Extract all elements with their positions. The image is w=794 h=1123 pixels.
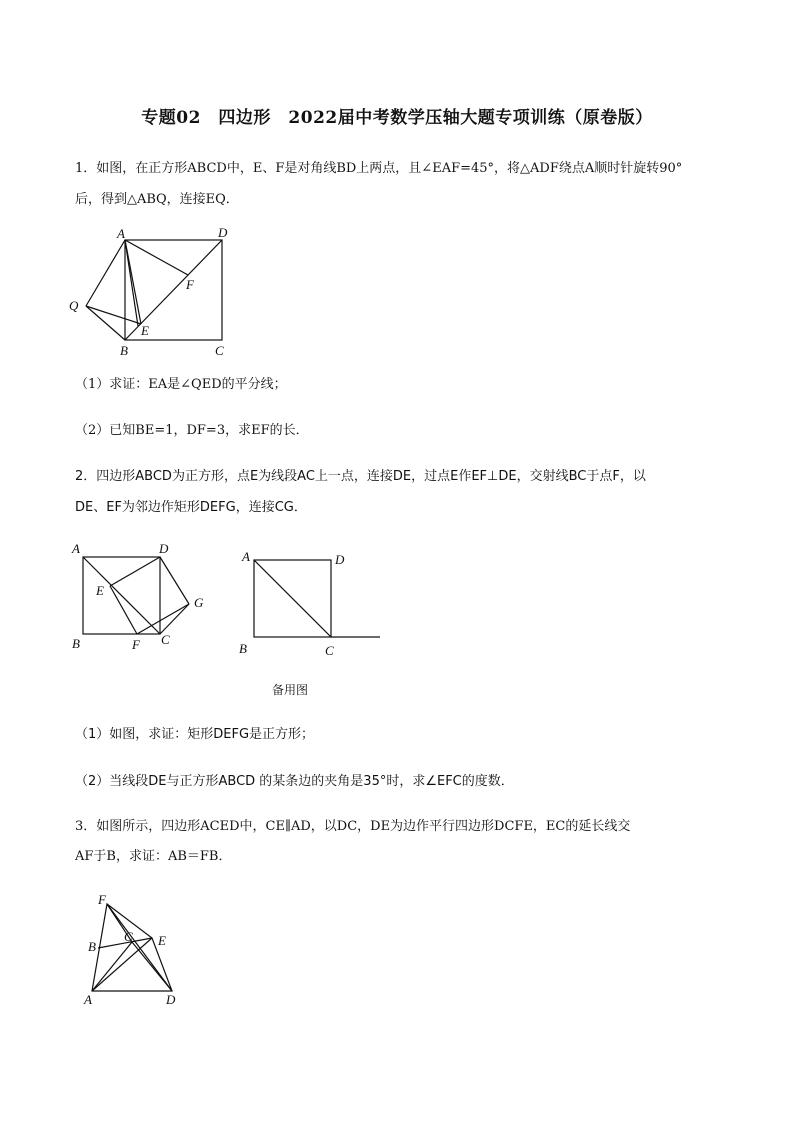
q2-spare-label-a: A	[242, 549, 250, 564]
q3-label-f: F	[98, 892, 106, 907]
q1-subquestion-2: （2）已知BE=1，DF=3，求EF的长．	[75, 423, 309, 438]
q2-subquestion-1: （1）如图，求证：矩形DEFG是正方形；	[75, 727, 315, 742]
q2-subquestion-2: （2）当线段DE与正方形ABCD 的某条边的夹角是35°时，求∠EFC的度数．	[75, 774, 514, 789]
q3-label-c: C	[124, 929, 133, 944]
q2-figure-spare	[232, 540, 392, 664]
q2-label-d: D	[159, 541, 169, 556]
q2-label-c: C	[161, 632, 170, 647]
q2-text-line2: DE、EF为邻边作矩形DEFG，连接CG．	[75, 500, 307, 515]
q2-spare-label-b: B	[239, 641, 247, 656]
q1-subquestion-1: （1）求证：EA是∠QED的平分线；	[75, 377, 287, 392]
q2-spare-caption: 备用图	[272, 683, 309, 697]
q1-label-a: A	[117, 226, 125, 241]
q1-text-line2: 后，得到△ABQ，连接EQ．	[75, 192, 239, 207]
q1-label-f: F	[186, 277, 194, 292]
q1-label-d: D	[218, 226, 228, 240]
q2-text-line1: 2．四边形ABCD为正方形，点E为线段AC上一点，连接DE，过点E作EF⊥DE，交射线BC于点F，以	[75, 469, 646, 484]
q2-figure-main	[66, 540, 216, 659]
q3-text-line1: 3．如图所示，四边形ACED中，CE∥AD，以DC，DE为边作平行四边形DCFE，EC的延长线交	[75, 819, 631, 834]
q1-text-line1: 1．如图，在正方形ABCD中，E、F是对角线BD上两点，且∠EAF=45°，将△ADF绕点A顺时针旋转90°	[75, 161, 683, 176]
q2-spare-label-c: C	[325, 643, 334, 658]
page-title: 专题02 四边形 2022届中考数学压轴大题专项训练（原卷版）	[141, 108, 653, 128]
q1-label-q: Q	[69, 298, 79, 313]
q1-label-b: B	[120, 343, 128, 358]
q3-figure	[78, 890, 198, 1019]
q2-label-a: A	[72, 541, 80, 556]
q1-figure	[66, 226, 246, 365]
q2-spare-label-d: D	[335, 552, 345, 567]
q3-label-b: B	[88, 939, 96, 954]
q3-text-line2: AF于B，求证：AB＝FB．	[75, 849, 232, 864]
q2-label-g: G	[194, 595, 204, 610]
q3-label-d: D	[166, 992, 176, 1007]
q3-label-e: E	[158, 933, 166, 948]
q2-label-f: F	[132, 637, 140, 652]
q2-label-e: E	[96, 583, 104, 598]
q2-label-b: B	[72, 636, 80, 651]
q1-label-e: E	[141, 323, 149, 338]
q1-label-c: C	[215, 343, 224, 358]
q3-label-a: A	[84, 992, 92, 1007]
